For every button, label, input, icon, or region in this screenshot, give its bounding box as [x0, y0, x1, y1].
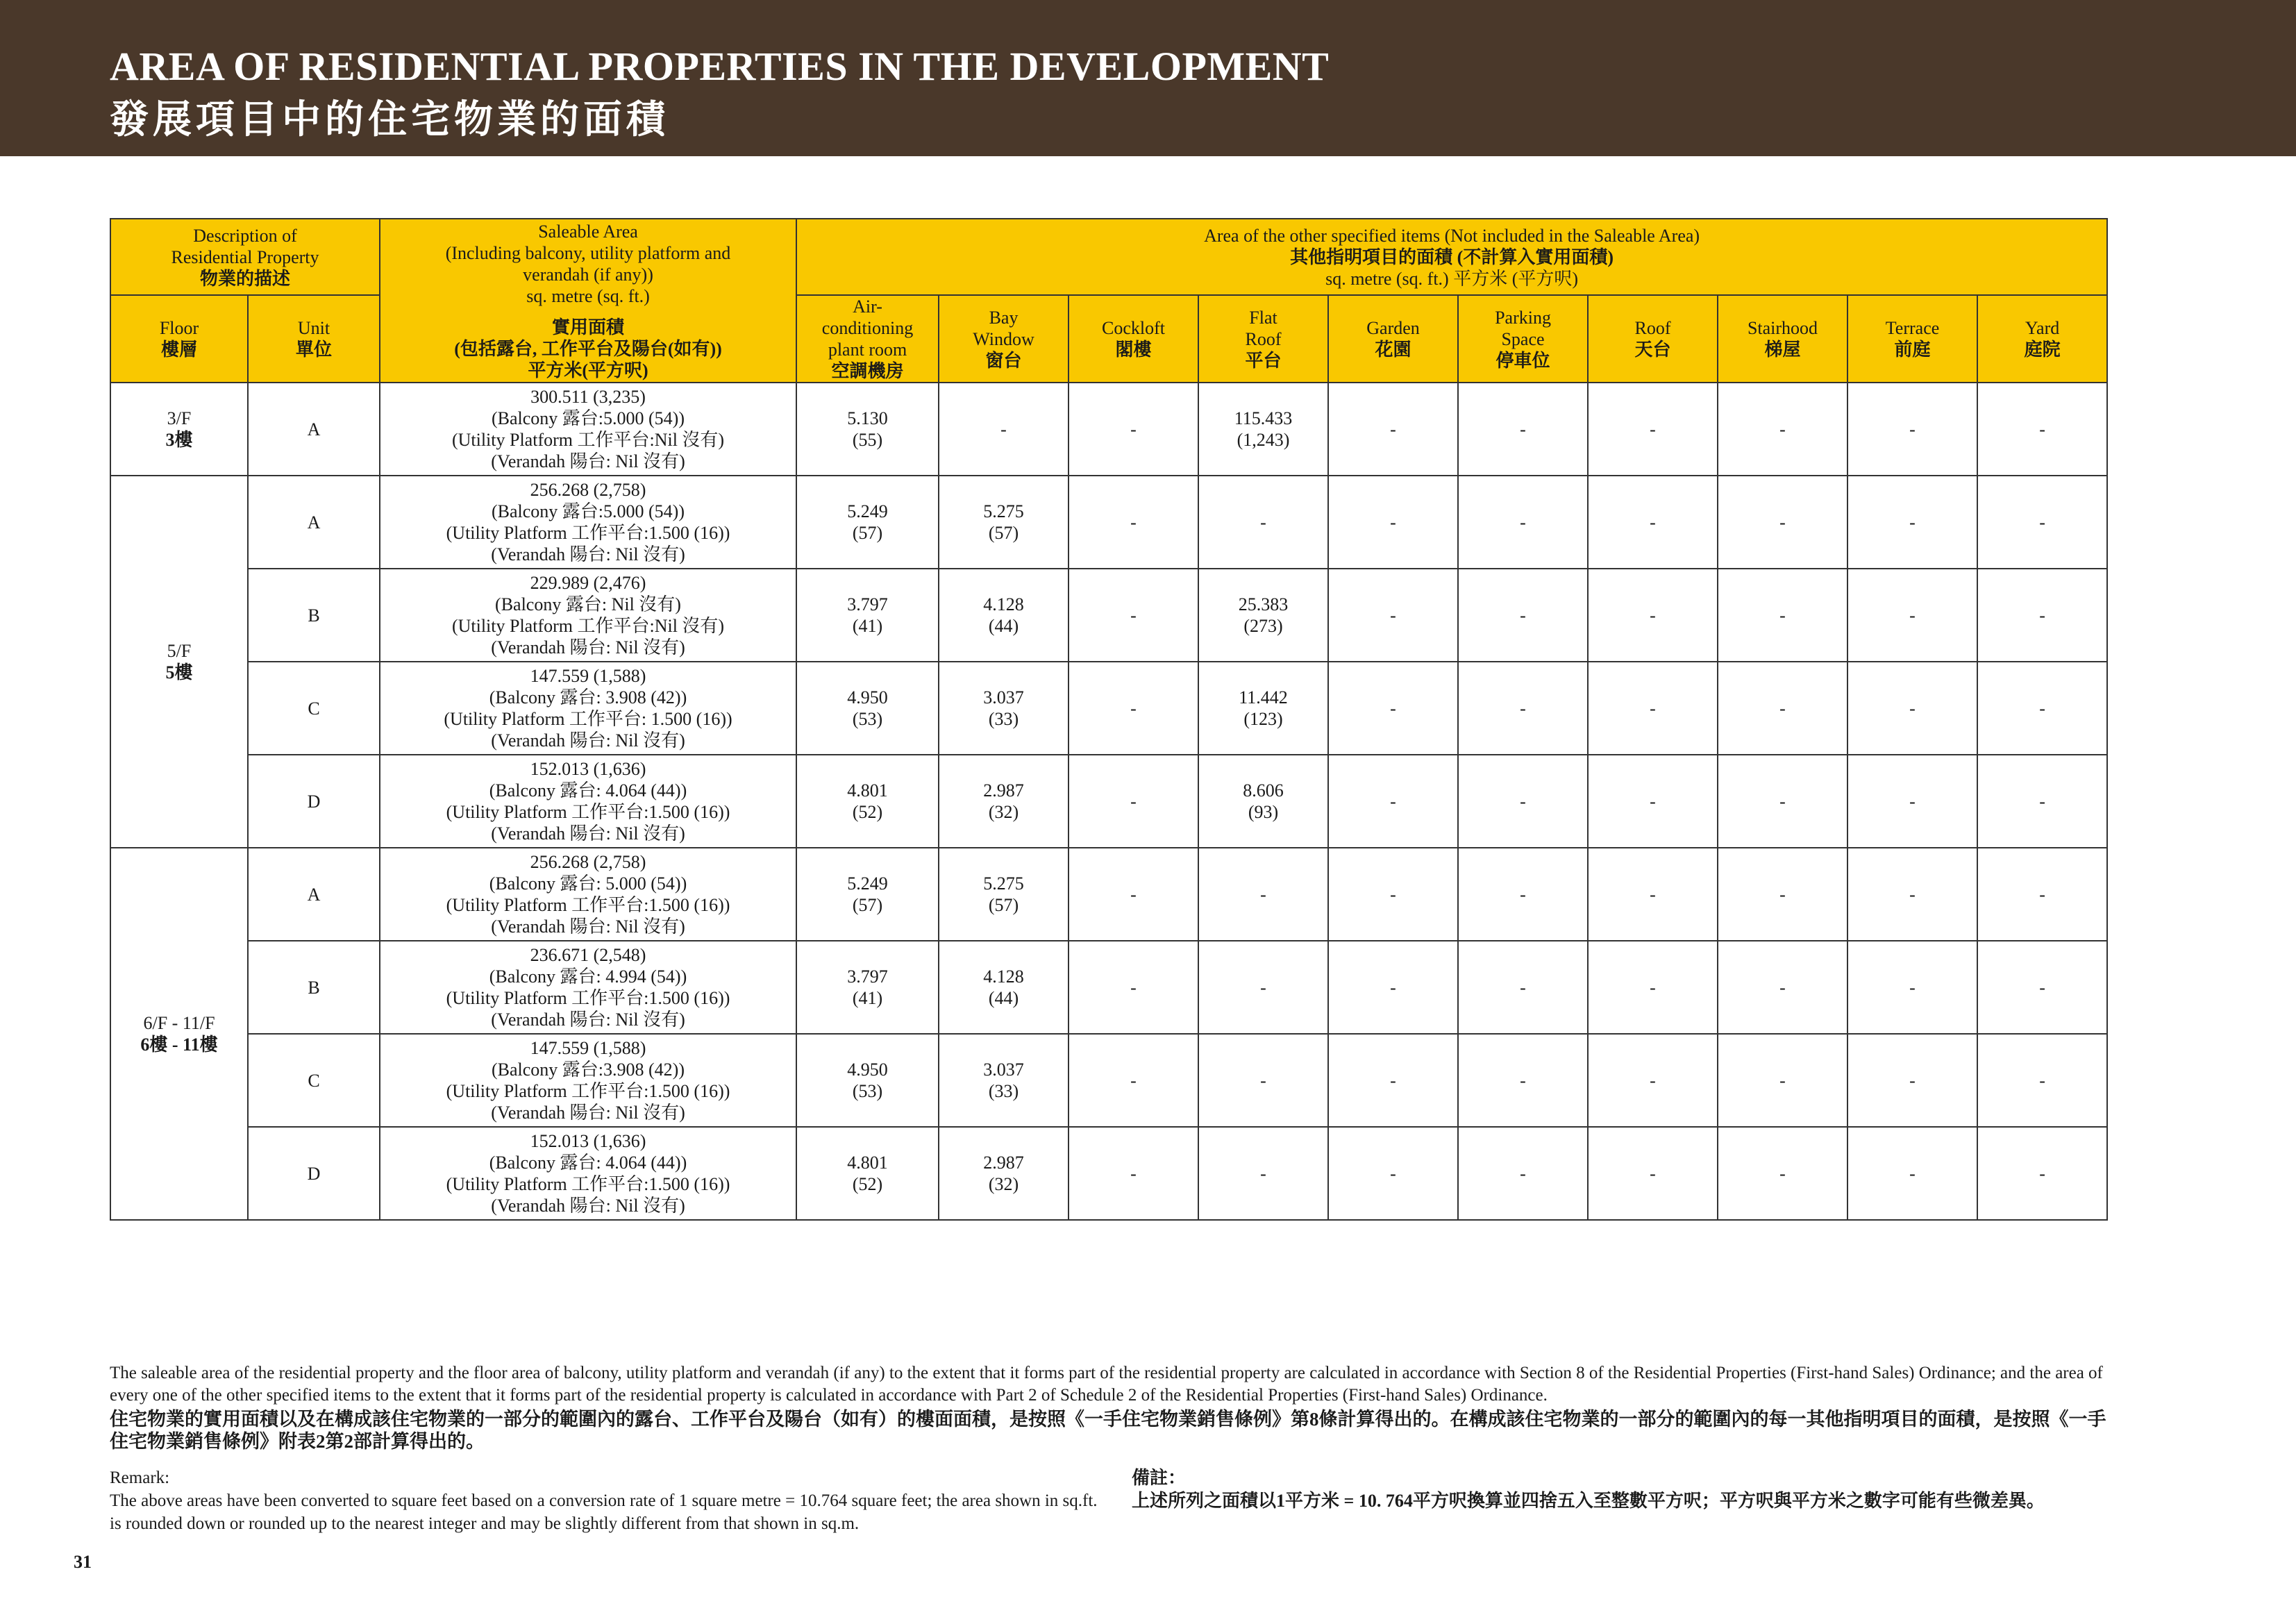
bay-window-cell: 5.275 (57)	[939, 848, 1069, 941]
terrace-cell: -	[1847, 662, 1977, 755]
remark-text-english: The above areas have been converted to square feet based on a conversion rate of 1 square metre = 10.764 square feet; the area shown in sq.ft. is rounded down or rounded up to the nearest integer and may be slightly different from that shown in sq.m.	[110, 1491, 1098, 1533]
header-description: Description of Residential Property 物業的描述	[110, 219, 380, 295]
cockloft-cell: -	[1069, 383, 1198, 476]
yard-cell: -	[1977, 755, 2107, 848]
stairhood-cell: -	[1718, 1127, 1847, 1220]
title-english: AREA OF RESIDENTIAL PROPERTIES IN THE DEVELOPMENT	[110, 44, 1330, 89]
bay-window-cell: 4.128 (44)	[939, 941, 1069, 1034]
cockloft-cell: -	[1069, 941, 1198, 1034]
garden-cell: -	[1328, 848, 1458, 941]
garden-cell: -	[1328, 1034, 1458, 1127]
aircon-plant-room-cell: 4.801 (52)	[796, 1127, 939, 1220]
roof-cell: -	[1588, 755, 1718, 848]
header-other-items: Area of the other specified items (Not included in the Saleable Area) 其他指明項目的面積 (不計算入實用面積) sq. metre (sq. ft.) 平方米 (平方呎)	[796, 219, 2107, 295]
aircon-plant-room-cell: 4.950 (53)	[796, 1034, 939, 1127]
header-unit: Unit 單位	[248, 295, 380, 383]
aircon-plant-room-cell: 5.130 (55)	[796, 383, 939, 476]
saleable-area-cell: 147.559 (1,588) (Balcony 露台:3.908 (42)) (Utility Platform 工作平台:1.500 (16)) (Verandah 陽台: Nil 沒有)	[380, 1034, 796, 1127]
terrace-cell: -	[1847, 1127, 1977, 1220]
roof-cell: -	[1588, 662, 1718, 755]
cockloft-cell: -	[1069, 848, 1198, 941]
unit-cell: D	[248, 1127, 380, 1220]
bay-window-cell: 3.037 (33)	[939, 1034, 1069, 1127]
area-table	[110, 218, 2108, 1221]
aircon-plant-room-cell: 5.249 (57)	[796, 848, 939, 941]
stairhood-cell: -	[1718, 1034, 1847, 1127]
stairhood-cell: -	[1718, 755, 1847, 848]
remark-label-chinese: 備註：	[1132, 1468, 1187, 1488]
flat-roof-cell: -	[1198, 941, 1328, 1034]
floor-cell: 3/F 3樓	[110, 383, 248, 476]
remark-chinese	[1132, 1466, 2118, 1512]
remark-english	[110, 1466, 1109, 1535]
yard-cell: -	[1977, 848, 2107, 941]
cockloft-cell: -	[1069, 755, 1198, 848]
stairhood-cell: -	[1718, 569, 1847, 662]
parking-space-cell: -	[1458, 662, 1588, 755]
garden-cell: -	[1328, 569, 1458, 662]
garden-cell: -	[1328, 1127, 1458, 1220]
garden-cell: -	[1328, 383, 1458, 476]
unit-cell: B	[248, 569, 380, 662]
aircon-plant-room-cell: 4.950 (53)	[796, 662, 939, 755]
header-stairhood: Stairhood 梯屋	[1718, 295, 1847, 383]
header-cockloft: Cockloft 閣樓	[1069, 295, 1198, 383]
roof-cell: -	[1588, 569, 1718, 662]
unit-cell: A	[248, 383, 380, 476]
saleable-area-cell: 256.268 (2,758) (Balcony 露台:5.000 (54)) (Utility Platform 工作平台:1.500 (16)) (Verandah 陽台: Nil 沒有)	[380, 476, 796, 569]
garden-cell: -	[1328, 662, 1458, 755]
aircon-plant-room-cell: 3.797 (41)	[796, 569, 939, 662]
terrace-cell: -	[1847, 848, 1977, 941]
header-yard: Yard 庭院	[1977, 295, 2107, 383]
roof-cell: -	[1588, 476, 1718, 569]
unit-cell: B	[248, 941, 380, 1034]
aircon-plant-room-cell: 4.801 (52)	[796, 755, 939, 848]
stairhood-cell: -	[1718, 941, 1847, 1034]
roof-cell: -	[1588, 383, 1718, 476]
cockloft-cell: -	[1069, 662, 1198, 755]
roof-cell: -	[1588, 941, 1718, 1034]
header-flat-roof: Flat Roof 平台	[1198, 295, 1328, 383]
saleable-area-cell: 147.559 (1,588) (Balcony 露台: 3.908 (42)) (Utility Platform 工作平台: 1.500 (16)) (Verandah 陽台: Nil 沒有)	[380, 662, 796, 755]
parking-space-cell: -	[1458, 941, 1588, 1034]
parking-space-cell: -	[1458, 1127, 1588, 1220]
table-row	[110, 476, 2107, 569]
unit-cell: C	[248, 1034, 380, 1127]
terrace-cell: -	[1847, 755, 1977, 848]
yard-cell: -	[1977, 569, 2107, 662]
header-aircon-plant-room: Air- conditioning plant room 空調機房	[796, 295, 939, 383]
saleable-area-cell: 152.013 (1,636) (Balcony 露台: 4.064 (44)) (Utility Platform 工作平台:1.500 (16)) (Verandah 陽台: Nil 沒有)	[380, 1127, 796, 1220]
stairhood-cell: -	[1718, 383, 1847, 476]
stairhood-cell: -	[1718, 848, 1847, 941]
floor-cell: 6/F - 11/F 6樓 - 11樓	[110, 848, 248, 1220]
header-terrace: Terrace 前庭	[1847, 295, 1977, 383]
table-row	[110, 1127, 2107, 1220]
yard-cell: -	[1977, 383, 2107, 476]
parking-space-cell: -	[1458, 1034, 1588, 1127]
table-row	[110, 848, 2107, 941]
table-row	[110, 941, 2107, 1034]
table-row	[110, 1034, 2107, 1127]
flat-roof-cell: -	[1198, 1127, 1328, 1220]
bay-window-cell: 4.128 (44)	[939, 569, 1069, 662]
parking-space-cell: -	[1458, 569, 1588, 662]
terrace-cell: -	[1847, 1034, 1977, 1127]
bay-window-cell: 2.987 (32)	[939, 1127, 1069, 1220]
roof-cell: -	[1588, 848, 1718, 941]
unit-cell: D	[248, 755, 380, 848]
header-saleable-area: Saleable Area (Including balcony, utility platform and verandah (if any)) sq. metre (sq. ft.) 實用面積 (包括露台, 工作平台及陽台(如有)) 平方米(平方呎)	[380, 219, 796, 383]
terrace-cell: -	[1847, 569, 1977, 662]
header-roof: Roof 天台	[1588, 295, 1718, 383]
table-row	[110, 383, 2107, 476]
flat-roof-cell: -	[1198, 1034, 1328, 1127]
saleable-area-cell: 256.268 (2,758) (Balcony 露台: 5.000 (54)) (Utility Platform 工作平台:1.500 (16)) (Verandah 陽台: Nil 沒有)	[380, 848, 796, 941]
terrace-cell: -	[1847, 941, 1977, 1034]
floor-cell: 5/F 5樓	[110, 476, 248, 848]
aircon-plant-room-cell: 3.797 (41)	[796, 941, 939, 1034]
remark-text-chinese: 上述所列之面積以1平方米 = 10. 764平方呎換算並四捨五入至整數平方呎；平方呎與平方米之數字可能有些微差異。	[1132, 1491, 2045, 1511]
roof-cell: -	[1588, 1034, 1718, 1127]
parking-space-cell: -	[1458, 848, 1588, 941]
parking-space-cell: -	[1458, 476, 1588, 569]
table-row	[110, 755, 2107, 848]
flat-roof-cell: -	[1198, 476, 1328, 569]
yard-cell: -	[1977, 1127, 2107, 1220]
flat-roof-cell: 25.383 (273)	[1198, 569, 1328, 662]
yard-cell: -	[1977, 476, 2107, 569]
cockloft-cell: -	[1069, 1034, 1198, 1127]
yard-cell: -	[1977, 941, 2107, 1034]
terrace-cell: -	[1847, 383, 1977, 476]
page-number: 31	[74, 1552, 92, 1572]
note-english: The saleable area of the residential property and the floor area of balcony, utility platform and verandah (if any) to the extent that it forms part of the residential property are calculated in accordance with Section 8 of the Residential Properties (First-hand Sales) Ordinance; and the area of every one of the other specified items to the extent that it forms part of the residential property is calculated in accordance with Part 2 of Schedule 2 of the Residential Properties (First-hand Sales) Ordinance.	[110, 1364, 2103, 1405]
header-floor: Floor 樓層	[110, 295, 248, 383]
roof-cell: -	[1588, 1127, 1718, 1220]
remark-label-english: Remark:	[110, 1468, 170, 1487]
flat-roof-cell: 115.433 (1,243)	[1198, 383, 1328, 476]
garden-cell: -	[1328, 941, 1458, 1034]
flat-roof-cell: -	[1198, 848, 1328, 941]
saleable-area-cell: 152.013 (1,636) (Balcony 露台: 4.064 (44)) (Utility Platform 工作平台:1.500 (16)) (Verandah 陽台: Nil 沒有)	[380, 755, 796, 848]
garden-cell: -	[1328, 755, 1458, 848]
cockloft-cell: -	[1069, 569, 1198, 662]
bay-window-cell: -	[939, 383, 1069, 476]
table-row	[110, 569, 2107, 662]
header-garden: Garden 花園	[1328, 295, 1458, 383]
page-header	[0, 0, 2296, 156]
parking-space-cell: -	[1458, 383, 1588, 476]
cockloft-cell: -	[1069, 1127, 1198, 1220]
flat-roof-cell: 8.606 (93)	[1198, 755, 1328, 848]
title-chinese: 發展項目中的住宅物業的面積	[110, 99, 669, 142]
cockloft-cell: -	[1069, 476, 1198, 569]
bay-window-cell: 5.275 (57)	[939, 476, 1069, 569]
stairhood-cell: -	[1718, 476, 1847, 569]
saleable-area-cell: 229.989 (2,476) (Balcony 露台: Nil 沒有) (Utility Platform 工作平台:Nil 沒有) (Verandah 陽台: Nil 沒有)	[380, 569, 796, 662]
table-row	[110, 662, 2107, 755]
garden-cell: -	[1328, 476, 1458, 569]
unit-cell: A	[248, 476, 380, 569]
bay-window-cell: 2.987 (32)	[939, 755, 1069, 848]
note-chinese: 住宅物業的實用面積以及在構成該住宅物業的一部分的範圍內的露台、工作平台及陽台（如有）的樓面面積，是按照《一手住宅物業銷售條例》第8條計算得出的。在構成該住宅物業的一部分的範圍內的每一其他指明項目的面積，是按照《一手住宅物業銷售條例》附表2第2部計算得出的。	[110, 1409, 2106, 1452]
header-parking-space: Parking Space 停車位	[1458, 295, 1588, 383]
saleable-area-cell: 300.511 (3,235) (Balcony 露台:5.000 (54)) (Utility Platform 工作平台:Nil 沒有) (Verandah 陽台: Nil 沒有)	[380, 383, 796, 476]
aircon-plant-room-cell: 5.249 (57)	[796, 476, 939, 569]
yard-cell: -	[1977, 1034, 2107, 1127]
parking-space-cell: -	[1458, 755, 1588, 848]
saleable-area-cell: 236.671 (2,548) (Balcony 露台: 4.994 (54)) (Utility Platform 工作平台:1.500 (16)) (Verandah 陽台: Nil 沒有)	[380, 941, 796, 1034]
yard-cell: -	[1977, 662, 2107, 755]
header-bay-window: Bay Window 窗台	[939, 295, 1069, 383]
flat-roof-cell: 11.442 (123)	[1198, 662, 1328, 755]
unit-cell: C	[248, 662, 380, 755]
stairhood-cell: -	[1718, 662, 1847, 755]
unit-cell: A	[248, 848, 380, 941]
terrace-cell: -	[1847, 476, 1977, 569]
bay-window-cell: 3.037 (33)	[939, 662, 1069, 755]
